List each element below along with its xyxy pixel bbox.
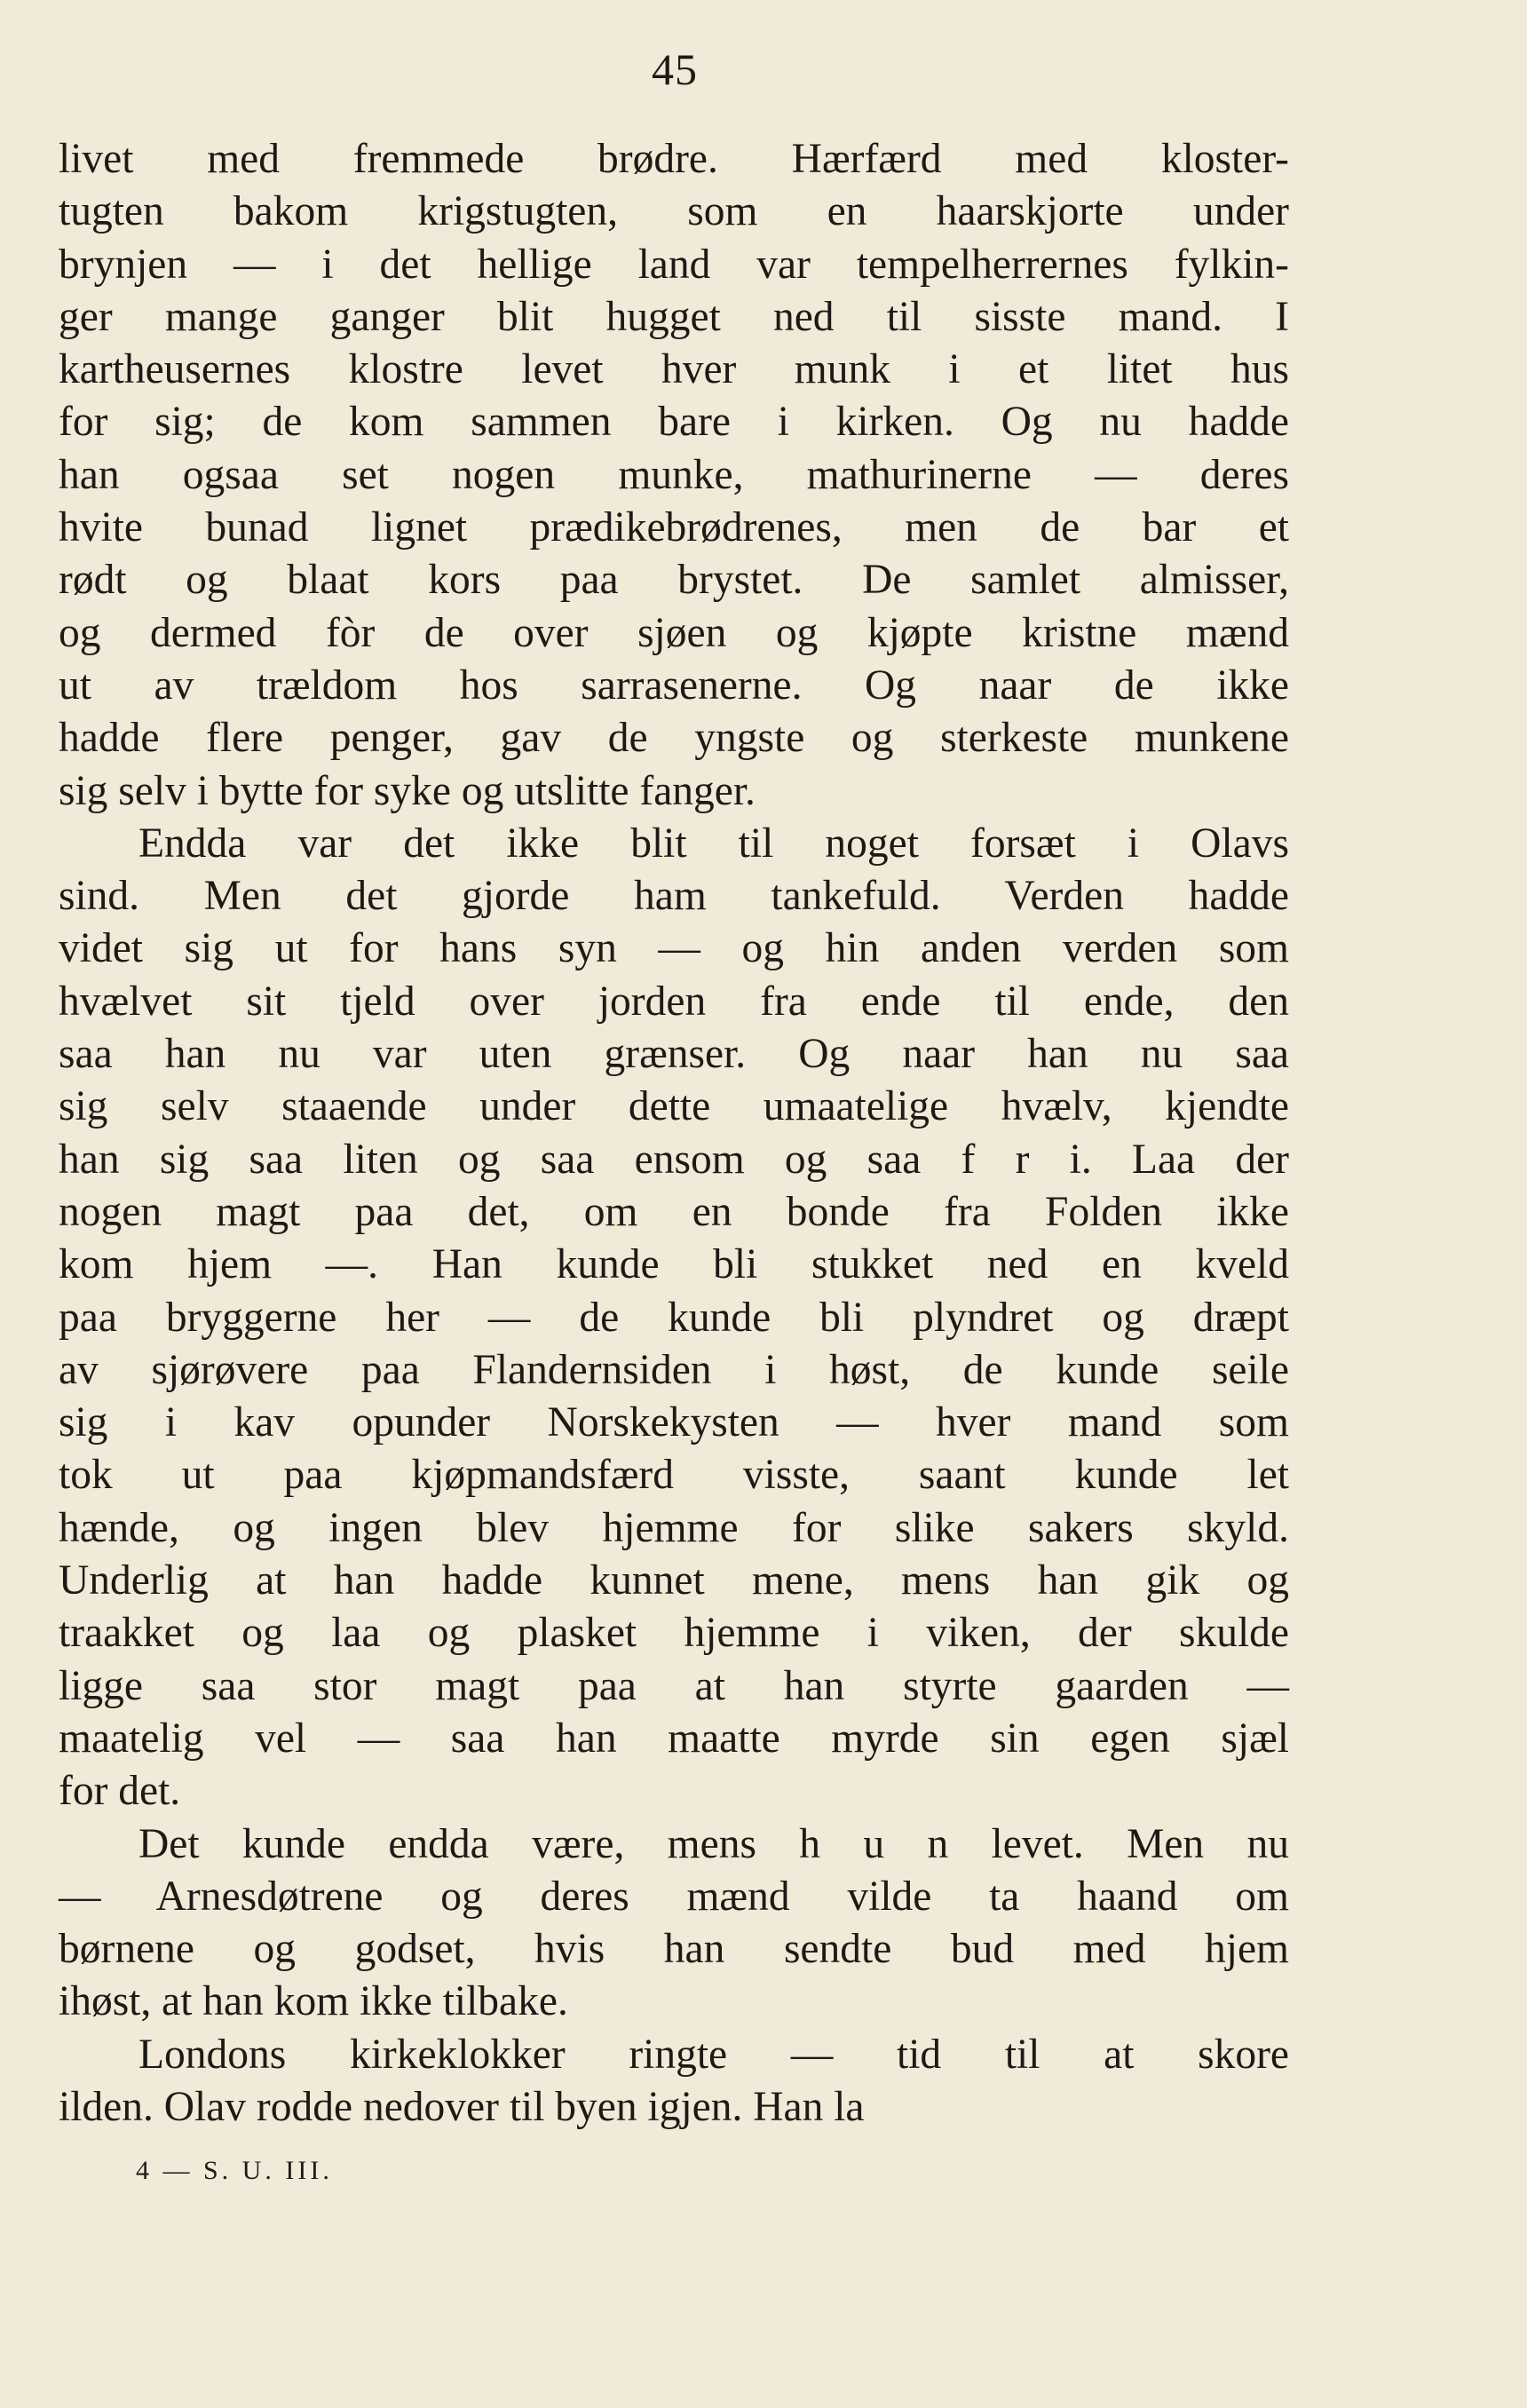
text-line: og dermed fòr de over sjøen og kjøpte kristne mænd — [59, 609, 1289, 656]
text-line: sig i kav opunder Norskekysten — hver mand som — [59, 1399, 1289, 1446]
text-line: — Arnesdøtrene og deres mænd vilde ta haand om — [59, 1873, 1289, 1920]
text-line: livet med fremmede brødre. Hærfærd med kloster- — [59, 136, 1289, 182]
text-line: videt sig ut for hans syn — og hin anden verden som — [59, 925, 1289, 972]
text-line: kartheusernes klostre levet hver munk i et litet hus — [59, 346, 1289, 393]
text-line: sig selv staaende under dette umaatelige hvælv, kjendte — [59, 1083, 1289, 1130]
text-line: Underlig at han hadde kunnet mene, mens han gik og — [59, 1557, 1289, 1604]
text-line: ihøst, at han kom ikke tilbake. — [59, 1978, 568, 2025]
text-line: ut av trældom hos sarrasenerne. Og naar de ikke — [59, 661, 1289, 709]
signature-mark: 4 — S. U. III. — [136, 2156, 333, 2185]
text-line: traakket og laa og plasket hjemme i viken, der skulde — [59, 1610, 1289, 1657]
text-line: Endda var det ikke blit til noget forsæt i Olavs — [138, 820, 1289, 867]
text-line: ilden. Olav rodde nedover til byen igjen. Han la — [59, 2083, 865, 2130]
paragraph — [59, 818, 1289, 1818]
text-line: nogen magt paa det, om en bonde fra Folden ikke — [59, 1188, 1289, 1235]
text-line: rødt og blaat kors paa brystet. De samlet almisser, — [59, 557, 1289, 604]
text-line: han ogsaa set nogen munke, mathurinerne — deres — [59, 451, 1289, 498]
text-line: sind. Men det gjorde ham tankefuld. Verden hadde — [59, 873, 1289, 920]
text-line: kom hjem —. Han kunde bli stukket ned en kveld — [59, 1241, 1289, 1288]
text-line: for det. — [59, 1768, 181, 1815]
text-line: saa han nu var uten grænser. Og naar han nu saa — [59, 1031, 1289, 1078]
text-line: maatelig vel — saa han maatte myrde sin egen sjæl — [59, 1715, 1289, 1762]
text-line: sig selv i bytte for syke og utslitte fanger. — [59, 767, 756, 814]
text-line: hvite bunad lignet prædikebrødrenes, men de bar et — [59, 504, 1289, 551]
paragraph — [59, 2029, 1289, 2135]
body-text — [59, 133, 1289, 2134]
text-line: hænde, og ingen blev hjemme for slike sakers skyld. — [59, 1504, 1289, 1551]
text-line: av sjørøvere paa Flandernsiden i høst, de kunde seile — [59, 1346, 1289, 1393]
paragraph — [59, 1818, 1289, 2029]
text-line: tok ut paa kjøpmandsfærd visste, saant kunde let — [59, 1452, 1289, 1499]
text-line: brynjen — i det hellige land var tempelherrernes fylkin- — [59, 241, 1289, 288]
text-line: paa bryggerne her — de kunde bli plyndret og dræpt — [59, 1294, 1289, 1341]
text-line: Londons kirkeklokker ringte — tid til at skore — [138, 2031, 1289, 2078]
text-line: for sig; de kom sammen bare i kirken. Og nu hadde — [59, 399, 1289, 446]
text-line: Det kunde endda være, mens h u n levet. Men nu — [138, 1820, 1289, 1867]
paragraph — [59, 133, 1289, 818]
text-line: han sig saa liten og saa ensom og saa f r i. Laa der — [59, 1136, 1289, 1183]
text-line: hadde flere penger, gav de yngste og sterkeste munkene — [59, 715, 1289, 762]
page-number: 45 — [652, 44, 698, 94]
text-line: ligge saa stor magt paa at han styrte gaarden — — [59, 1662, 1289, 1709]
text-line: børnene og godset, hvis han sendte bud med hjem — [59, 1926, 1289, 1973]
text-line: ger mange ganger blit hugget ned til sisste mand. I — [59, 293, 1289, 340]
text-line: hvælvet sit tjeld over jorden fra ende til ende, den — [59, 978, 1289, 1025]
text-line: tugten bakom krigstugten, som en haarskjorte under — [59, 188, 1289, 235]
